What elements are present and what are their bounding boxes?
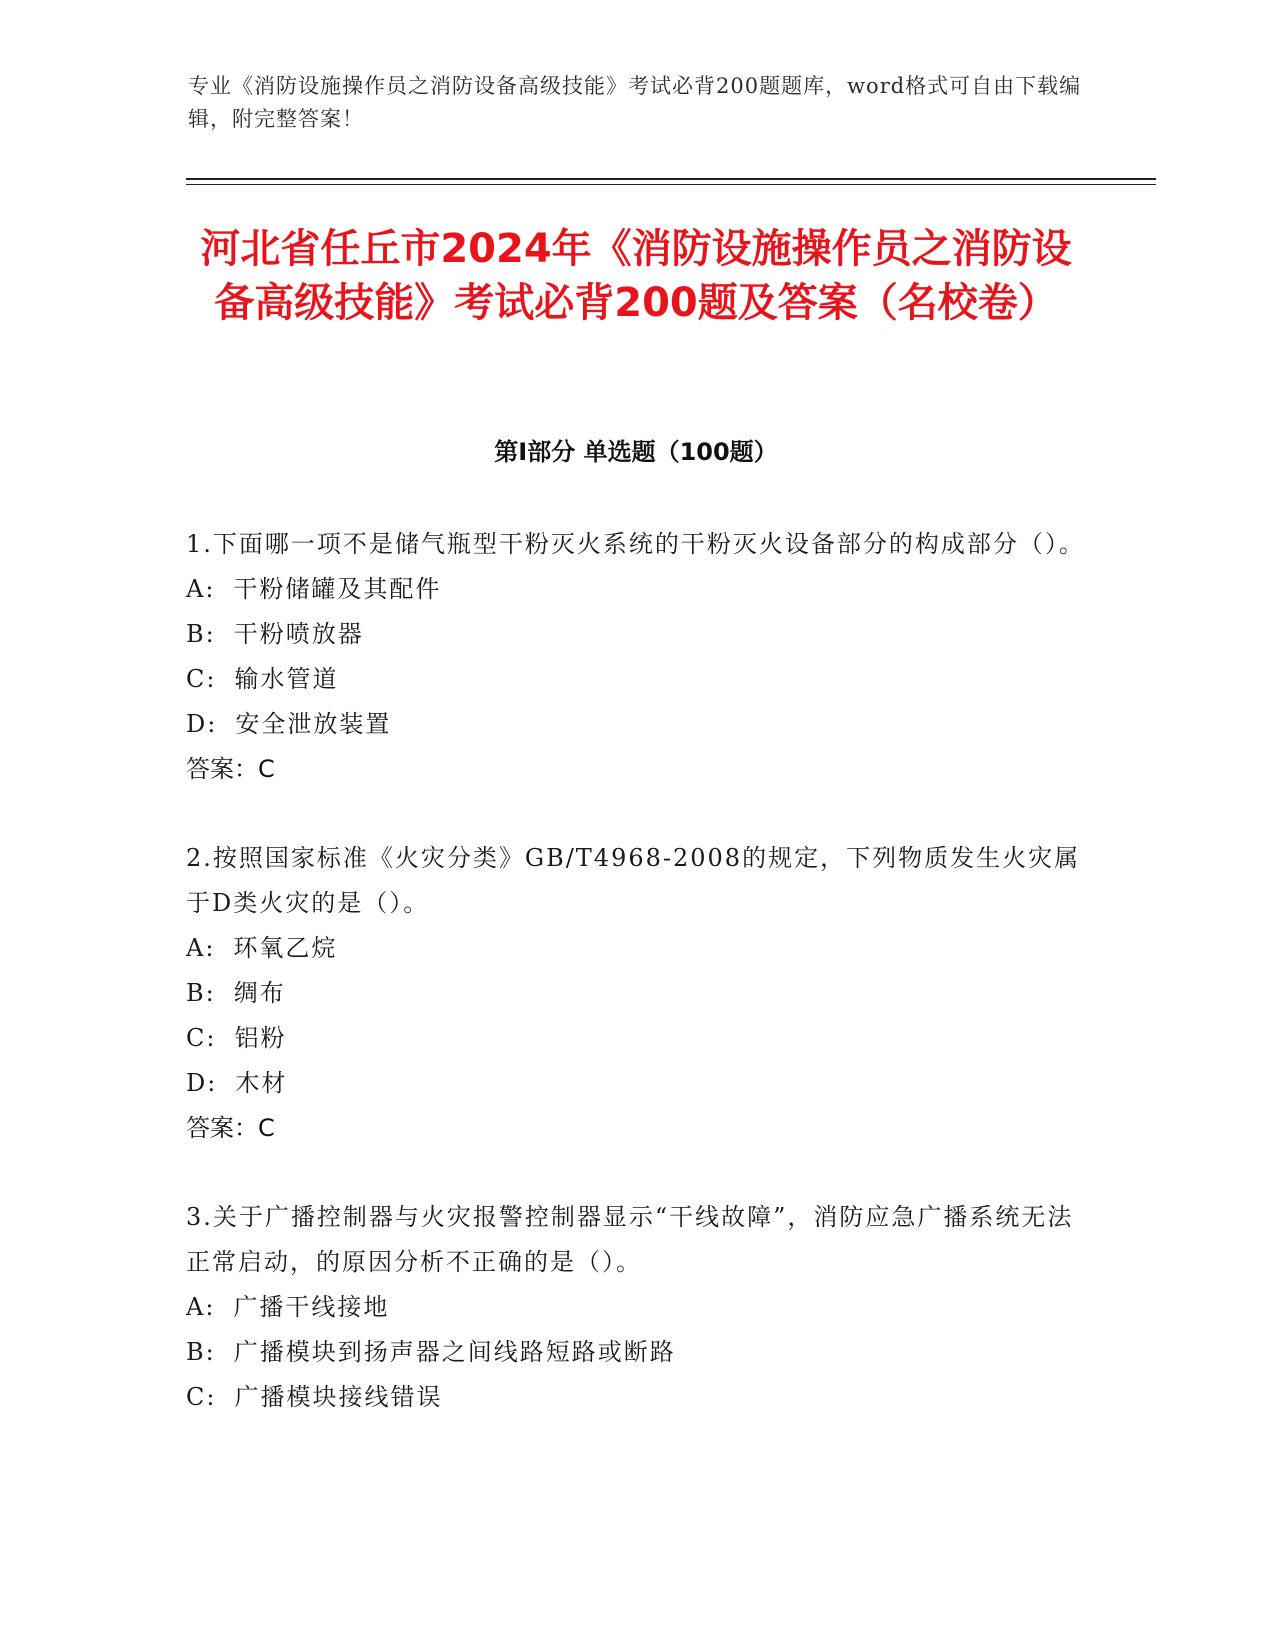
option-key: C:	[186, 1383, 217, 1411]
option-key: B:	[186, 1338, 216, 1366]
option-text: 输水管道	[234, 665, 339, 693]
option-key: D:	[186, 710, 218, 738]
question-1	[186, 522, 1086, 792]
question-stem: 3.关于广播控制器与火灾报警控制器显示“干线故障”，消防应急广播系统无法正常启动，的原因分析不正确的是（）。	[186, 1203, 1074, 1276]
option-text: 绸布	[233, 979, 286, 1007]
option-text: 广播干线接地	[233, 1293, 390, 1321]
option-text: 干粉喷放器	[233, 620, 364, 648]
question-2	[186, 836, 1086, 1151]
section-heading: 第Ⅰ部分 单选题（100题）	[494, 438, 778, 466]
option-c	[186, 657, 1086, 702]
document-title: 河北省任丘市2024年《消防设施操作员之消防设备高级技能》考试必背200题及答案（名校卷）	[200, 226, 1072, 326]
question-3	[186, 1195, 1086, 1420]
option-a	[186, 926, 1086, 971]
option-key: A:	[186, 1293, 216, 1321]
option-text: 铝粉	[234, 1024, 287, 1052]
option-a	[186, 567, 1086, 612]
option-key: B:	[186, 620, 216, 648]
option-text: 广播模块到扬声器之间线路短路或断路	[233, 1338, 676, 1366]
option-d	[186, 702, 1086, 747]
option-text: 干粉储罐及其配件	[233, 575, 442, 603]
option-a	[186, 1285, 1086, 1330]
header-divider-thin	[186, 184, 1156, 185]
option-d	[186, 1061, 1086, 1106]
option-text: 广播模块接线错误	[234, 1383, 443, 1411]
answer: 答案：C	[186, 1114, 275, 1142]
question-stem: 2.按照国家标准《火灾分类》GB/T4968-2008的规定，下列物质发生火灾属于D类火灾的是（）。	[186, 844, 1081, 917]
option-key: B:	[186, 979, 216, 1007]
option-b	[186, 971, 1086, 1016]
option-text: 环氧乙烷	[233, 934, 338, 962]
option-key: D:	[186, 1069, 218, 1097]
header-divider-thick	[186, 178, 1156, 180]
option-c	[186, 1375, 1086, 1420]
question-list	[186, 522, 1086, 1464]
option-c	[186, 1016, 1086, 1061]
option-text: 木材	[235, 1069, 288, 1097]
header-note: 专业《消防设施操作员之消防设备高级技能》考试必背200题题库，word格式可自由下载编辑，附完整答案！	[188, 74, 1082, 131]
option-key: A:	[186, 934, 216, 962]
option-b	[186, 612, 1086, 657]
option-text: 安全泄放装置	[235, 710, 392, 738]
question-stem: 1.下面哪一项不是储气瓶型干粉灭火系统的干粉灭火设备部分的构成部分（）。	[186, 530, 1085, 558]
answer: 答案：C	[186, 755, 275, 783]
option-b	[186, 1330, 1086, 1375]
option-key: C:	[186, 1024, 217, 1052]
option-key: C:	[186, 665, 217, 693]
option-key: A:	[186, 575, 216, 603]
